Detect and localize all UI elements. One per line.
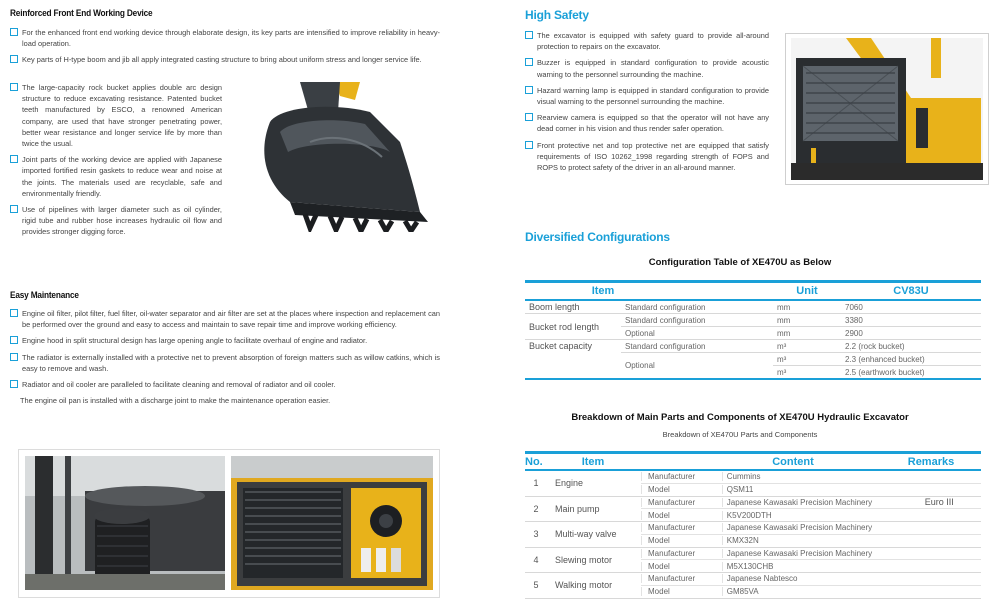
table-row bbox=[641, 535, 981, 547]
parts-attr-value: K5V200DTH bbox=[722, 511, 898, 520]
parts-attr-key: Model bbox=[641, 536, 722, 545]
table-row bbox=[641, 471, 981, 484]
list-item: Buzzer is equipped in standard configuration to provide acoustic warning to the personnel surrounding the machine. bbox=[525, 57, 769, 79]
excavator-photo-frame bbox=[785, 33, 989, 185]
parts-row-number: 3 bbox=[533, 529, 539, 540]
parts-attr-value: M5X130CHB bbox=[722, 562, 898, 571]
parts-row-number: 4 bbox=[533, 554, 539, 565]
list-item: Key parts of H-type boom and jib all apply integrated casting structure to bring about uniform stress and longer service life. bbox=[10, 54, 440, 65]
parts-attr-value: Japanese Kawasaki Precision Machinery bbox=[722, 498, 898, 507]
parts-group bbox=[525, 497, 981, 523]
parts-attr-key: Model bbox=[641, 485, 722, 494]
parts-attr-key: Manufacturer bbox=[641, 523, 722, 532]
list-item: The large-capacity rock bucket applies double arc design structure to reduce excavating resistance. Patented bucket teeth manufactured by ESCO, a renowned American company, are used that have stronger penetrating power, better wear resistance and longer service life by more than twice the usual. bbox=[10, 82, 222, 149]
bullet-square-icon bbox=[10, 28, 18, 36]
bullet-square-icon bbox=[525, 86, 533, 94]
table-row: Optional m³ 2.3 (enhanced bucket) bbox=[525, 353, 981, 366]
parts-attr-key: Manufacturer bbox=[641, 472, 722, 481]
parts-sub-rows bbox=[641, 471, 981, 496]
engine-compartment-photo bbox=[231, 456, 433, 590]
table-row bbox=[641, 484, 981, 496]
list-item: Engine oil filter, pilot filter, fuel filter, oil-water separator and air filter are set at the places where inspection and replacement can be performed over the ground and easy to access and maintain to save repair time and improve working efficiency. bbox=[10, 308, 440, 330]
section-heading-config: Diversified Configurations bbox=[525, 230, 670, 244]
list-item: Joint parts of the working device are applied with Japanese imported fortified resin gaskets to reduce wear and noise at the joints. The materials used are recyclable, safe and environmentally friendly. bbox=[10, 154, 222, 199]
parts-item-name: Multi-way valve bbox=[555, 529, 617, 540]
air-filter-photo bbox=[25, 456, 225, 590]
list-item: Radiator and oil cooler are paralleled to facilitate cleaning and removal of radiator and oil cooler. bbox=[10, 379, 440, 390]
bullet-square-icon bbox=[10, 205, 18, 213]
parts-item-name: Slewing motor bbox=[555, 554, 613, 565]
parts-table-body bbox=[525, 471, 981, 599]
parts-attr-key: Manufacturer bbox=[641, 549, 722, 558]
col-header: Item bbox=[591, 285, 615, 297]
parts-attr-value: GM85VA bbox=[722, 587, 898, 596]
parts-attr-value: Cummins bbox=[722, 472, 898, 481]
parts-sub-rows bbox=[641, 497, 981, 522]
section-heading-maintenance: Easy Maintenance bbox=[10, 290, 79, 300]
config-table bbox=[525, 280, 981, 380]
bullet-square-icon bbox=[10, 55, 18, 63]
parts-item-name: Main pump bbox=[555, 503, 600, 514]
parts-row-number: 1 bbox=[533, 478, 539, 489]
table-row: Bucket rod length Standard configuration mm 3380 bbox=[525, 314, 981, 327]
table-row: Bucket capacity Standard configuration m³ 2.2 (rock bucket) bbox=[525, 340, 981, 353]
parts-item-name: Engine bbox=[555, 478, 584, 489]
parts-attr-value: Japanese Nabtesco bbox=[722, 574, 898, 583]
bullet-square-icon bbox=[10, 336, 18, 344]
parts-sub-rows bbox=[641, 522, 981, 547]
parts-group bbox=[525, 573, 981, 599]
list-item: Front protective net and top protective net are equipped that satisfy requirements of ISO 10262_1998 regarding strength of FOPS and ROPS to protect safety of the driver in an all-around manner. bbox=[525, 140, 769, 174]
maintenance-plain-text: The engine oil pan is installed with a discharge joint to make the maintenance operation easier. bbox=[20, 396, 331, 406]
table-row bbox=[641, 509, 981, 521]
bullet-square-icon bbox=[10, 83, 18, 91]
col-header: CV83U bbox=[893, 285, 929, 297]
section-heading-reinforced: Reinforced Front End Working Device bbox=[10, 8, 153, 18]
col-header: Remarks bbox=[907, 455, 955, 468]
maintenance-photos-frame bbox=[18, 449, 440, 598]
col-header: Item bbox=[581, 455, 605, 468]
parts-attr-key: Model bbox=[641, 562, 722, 571]
table-row bbox=[641, 497, 981, 510]
bullet-square-icon bbox=[10, 380, 18, 388]
bullet-square-icon bbox=[525, 113, 533, 121]
table-row bbox=[641, 548, 981, 561]
parts-group bbox=[525, 522, 981, 548]
table-row bbox=[641, 522, 981, 535]
parts-attr-key: Model bbox=[641, 587, 722, 596]
rock-bucket-image bbox=[250, 82, 435, 232]
list-item: The excavator is equipped with safety guard to provide all-around protection to repairs on the excavator. bbox=[525, 30, 769, 52]
parts-row-number: 2 bbox=[533, 503, 539, 514]
parts-row-number: 5 bbox=[533, 580, 539, 591]
parts-table bbox=[525, 451, 981, 599]
bullet-square-icon bbox=[10, 309, 18, 317]
parts-group bbox=[525, 548, 981, 574]
list-item: Use of pipelines with larger diameter such as oil cylinder, rigid tube and rubber hose increases hydraulic oil flow and provides stronger digging force. bbox=[10, 204, 222, 238]
parts-sub-rows bbox=[641, 573, 981, 598]
excavator-cab-photo bbox=[791, 38, 983, 180]
bullet-square-icon bbox=[525, 141, 533, 149]
reinforced-wide-list bbox=[10, 27, 440, 71]
parts-remark: Euro III bbox=[924, 497, 954, 508]
bullet-square-icon bbox=[525, 31, 533, 39]
list-item: Hazard warning lamp is equipped in standard configuration to provide visual warning to the personnel surrounding the machine. bbox=[525, 85, 769, 107]
list-item: Rearview camera is equipped so that the operator will not have any dead corner in his vision and thus render safer operation. bbox=[525, 112, 769, 134]
config-table-title: Configuration Table of XE470U as Below bbox=[648, 257, 832, 268]
col-header: Content bbox=[772, 455, 814, 468]
parts-item-name: Walking motor bbox=[555, 580, 613, 591]
section-heading-safety: High Safety bbox=[525, 8, 589, 22]
col-header: No. bbox=[525, 455, 543, 468]
col-header: Unit bbox=[796, 285, 818, 297]
bullet-square-icon bbox=[10, 353, 18, 361]
list-item: The radiator is externally installed with a protective net to prevent absorption of foreign matters such as willow catkins, which is easy to remove and wash. bbox=[10, 352, 440, 374]
table-row bbox=[641, 573, 981, 586]
parts-attr-value: QSM11 bbox=[722, 485, 898, 494]
table-row bbox=[641, 586, 981, 598]
bullet-square-icon bbox=[10, 155, 18, 163]
parts-attr-key: Manufacturer bbox=[641, 498, 722, 507]
list-item: Engine hood in split structural design has large opening angle to facilitate overhaul of engine and radiator. bbox=[10, 335, 440, 346]
parts-attr-value: Japanese Kawasaki Precision Machinery bbox=[722, 523, 898, 532]
parts-table-subtitle: Breakdown of XE470U Parts and Components bbox=[662, 430, 818, 439]
parts-attr-key: Manufacturer bbox=[641, 574, 722, 583]
parts-group bbox=[525, 471, 981, 497]
list-item: For the enhanced front end working device through elaborate design, its key parts are intensified to improve reliability in heavy-load operation. bbox=[10, 27, 440, 49]
safety-list bbox=[525, 30, 769, 178]
table-row: m³ 2.5 (earthwork bucket) bbox=[777, 367, 925, 377]
table-row bbox=[641, 560, 981, 572]
parts-table-title: Breakdown of Main Parts and Components of XE470U Hydraulic Excavator bbox=[571, 412, 909, 423]
bullet-square-icon bbox=[525, 58, 533, 66]
parts-attr-key: Model bbox=[641, 511, 722, 520]
parts-attr-value: KMX32N bbox=[722, 536, 898, 545]
config-table-body bbox=[525, 301, 981, 378]
parts-sub-rows bbox=[641, 548, 981, 573]
table-row: Optional mm 2900 bbox=[525, 327, 981, 340]
maintenance-list bbox=[10, 308, 440, 406]
table-row: Boom length Standard configuration mm 7060 bbox=[525, 301, 981, 314]
parts-table-header bbox=[525, 454, 981, 469]
reinforced-narrow-list bbox=[10, 82, 222, 243]
config-table-header bbox=[525, 283, 981, 299]
parts-attr-value: Japanese Kawasaki Precision Machinery bbox=[722, 549, 898, 558]
